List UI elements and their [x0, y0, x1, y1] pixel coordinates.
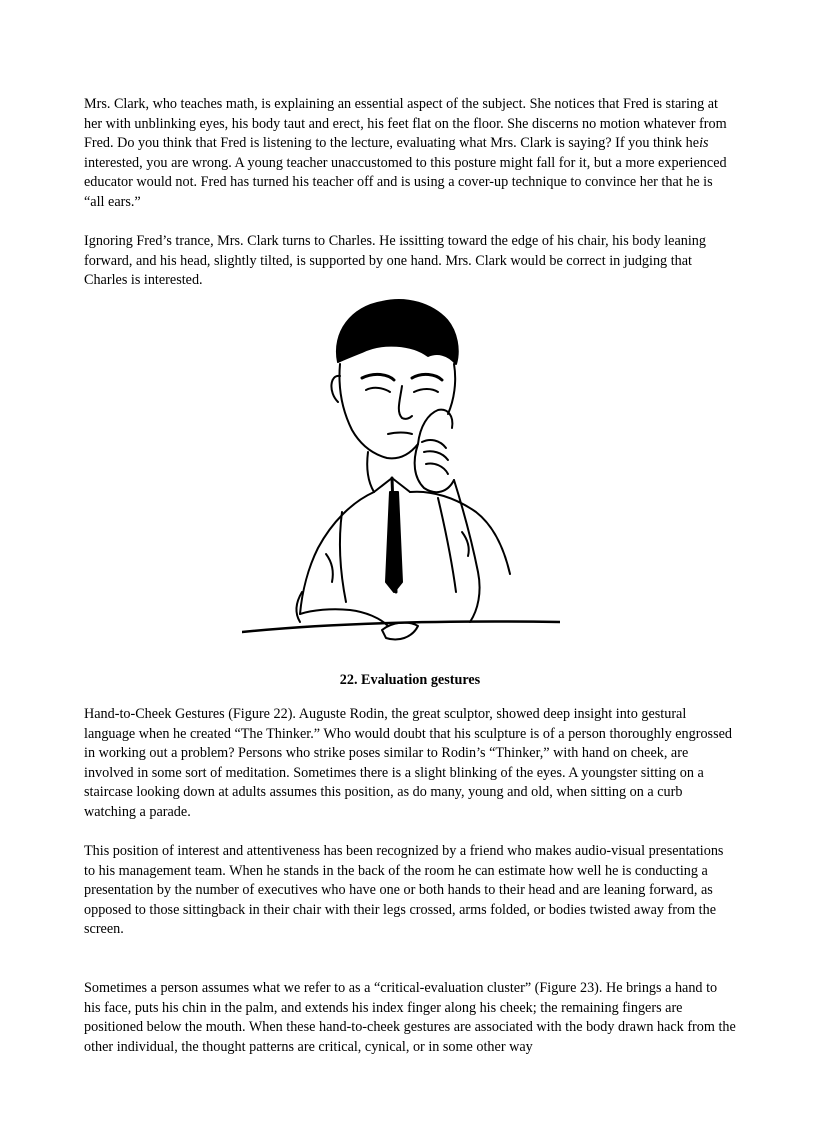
paragraph-fred-rest: interested, you are wrong. A young teacher unaccustomed to this posture might fall for it, but a more experienced educator would not. Fred has turned his teacher off and is using a cover-up technique to convince her that he is “all ears.”	[84, 154, 727, 210]
figure-caption: 22. Evaluation gestures	[339, 672, 481, 688]
paragraph-hand-to-cheek: Hand-to-Cheek Gestures (Figure 22). Auguste Rodin, the great sculptor, showed deep insight into gestural language when he created “The Thinker.” Who would doubt that his sculpture is of a person thoroughly engrossed in working out a problem? Persons who strike poses similar to Rodin’s “Thinker,” with hand on cheek, are involved in some sort of meditation. Sometimes there is a slight blinking of the eyes. A youngster sitting on a staircase looking down at adults assumes this position, as do many, young and old, when sitting on a curb watching a parade.	[84, 706, 732, 820]
paragraph-charles: Ignoring Fred’s trance, Mrs. Clark turns to Charles. He issitting toward the edge of his chair, his body leaning forward, and his head, slightly tilted, is supported by one hand. Mrs. Clark would be correct in judging that Charles is interested.	[84, 233, 706, 289]
thinker-illustration	[242, 292, 560, 652]
paragraph-interest-attentiveness: This position of interest and attentiveness has been recognized by a friend who makes audio-visual presentations to his management team. When he stands in the back of the room he can estimate how well he is conducting a presentation by the number of executives who have one or both hands to their head and are leaning forward, as opposed to those sittingback in their chair with their legs crossed, arms folded, or bodies twisted away from the screen.	[84, 843, 724, 938]
paragraph-fred	[84, 95, 736, 213]
paragraph-fred-text: Mrs. Clark, who teaches math, is explaining an essential aspect of the subject. She notices that Fred is staring at her with unblinking eyes, his body taut and erect, his feet flat on the floor. She discerns no motion whatever from Fred. Do you think that Fred is listening to the lecture, evaluating what Mrs. Clark is saying? If you think he	[84, 96, 727, 152]
paragraph-critical-evaluation: Sometimes a person assumes what we refer to as a “critical-evaluation cluster” (Figure 23). He brings a hand to his face, puts his chin in the palm, and extends his index finger along his cheek; the remaining fingers are positioned below the mouth. When these hand-to-cheek gestures are associated with the body drawn hack from the other individual, the thought patterns are critical, cynical, or in some other way	[84, 980, 736, 1055]
paragraph-fred-italic: is	[699, 135, 709, 152]
